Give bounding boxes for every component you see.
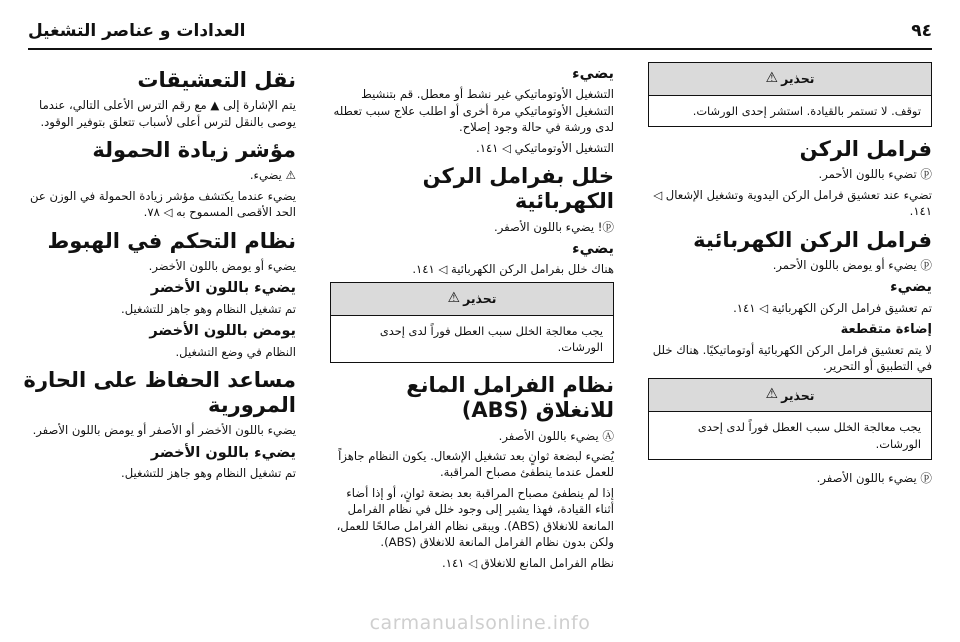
- warning-header: [649, 63, 931, 96]
- warning-title: تحذير: [781, 387, 815, 403]
- chapter-title: العدادات و عناصر التشغيل: [28, 21, 246, 41]
- text-brake-fault-color: ⓟ! يضيء باللون الأصفر.: [494, 219, 614, 234]
- text-electric-brake-flash: لا يتم تعشيق فرامل الركن الكهربائية أوتوماتيكيًا. هناك خلل في التطبيق أو التحرير.: [652, 342, 932, 373]
- subheading-green-flash: يومض باللون الأخضر: [149, 323, 296, 340]
- column-middle: [330, 60, 614, 602]
- text-auto-indicator: ⓟ يضيء باللون الأصفر.: [816, 470, 932, 485]
- subheading-green-on: يضيء باللون الأخضر: [150, 280, 296, 297]
- warning-header: [649, 379, 931, 412]
- page-body: [23, 60, 932, 602]
- warning-title: تحذير: [781, 71, 815, 87]
- text-abs-ref: نظام الفرامل المانع للانغلاق ◁ ١٤١.: [442, 555, 614, 570]
- watermark: carmanualsonline.info: [369, 612, 591, 634]
- text-abs-startup: يُضيء لبضعة ثوانٍ بعد تشغيل الإشعال. يكون النظام جاهزاً للعمل عندما ينطفئ مصباح المراقبة.: [338, 448, 614, 480]
- warning-text: يجب معالجة الخلل سبب العطل فوراً لدى إحدى الورشات.: [697, 420, 921, 451]
- subheading-illuminated: يضيء: [572, 66, 614, 82]
- heading-lane-assist: مساعد الحفاظ على الحارة المرورية: [23, 367, 296, 418]
- text-overload-desc: يضيء عندما يكتشف مؤشر زيادة الحمولة في الوزن عن الحد الأقصى المسموح به ◁ ٧٨.: [30, 188, 296, 220]
- subheading-illuminated: يضيء: [572, 241, 614, 258]
- warning-triangle-icon: ⚠: [765, 70, 779, 86]
- text-abs-fault: إذا لم ينطفئ مصباح المراقبة بعد بضعة ثوانٍ، أو إذا أضاء أثناء القيادة، فهذا يشير إلى وجود خلل في نظام الفرامل المانعة للانغلاق (ABS). ويبقى نظام الفرامل صالحًا للعمل، ولكن بدون نظام الفرامل المانعة للانغلاق (ABS).: [336, 485, 614, 550]
- text-overload-on: ⚠ يضيء.: [249, 168, 296, 183]
- text-parking-brake-desc: تضيء عند تعشيق فرامل الركن اليدوية وتشغيل الإشعال ◁ ١٤١.: [653, 187, 932, 219]
- text-green-on: تم تشغيل النظام وهو جاهز للتشغيل.: [121, 301, 296, 316]
- warning-text: توقف. لا تستمر بالقيادة. استشر إحدى الورشات.: [692, 103, 921, 118]
- text-electric-brake-color: ⓟ يضيء أو يومض باللون الأحمر.: [772, 257, 932, 272]
- heading-brake-fault: خلل بفرامل الركن الكهربائية: [422, 164, 614, 214]
- page-header: [28, 14, 932, 50]
- column-right: [648, 60, 932, 602]
- text-auto-ref: التشغيل الأوتوماتيكي ◁ ١٤١.: [476, 140, 614, 155]
- warning-box: [648, 378, 932, 459]
- text-brake-fault-on: هناك خلل بفرامل الركن الكهربائية ◁ ١٤١.: [412, 262, 614, 277]
- warning-triangle-icon: ⚠: [447, 289, 461, 306]
- heading-abs: نظام الفرامل المانع للانغلاق (ABS): [406, 373, 614, 423]
- subheading-flashing: إضاءة متقطعة: [840, 322, 932, 338]
- text-gear-shift: يتم الإشارة إلى ▲ مع رقم الترس الأعلى التالي، عندما يوصى بالنقل لترس أعلى لأسباب تتعلق بتوفير الوقود.: [39, 98, 296, 129]
- heading-parking-brake: فرامل الركن: [799, 137, 932, 162]
- warning-box: [648, 62, 932, 127]
- heading-gear-shift: نقل التعشيقات: [137, 68, 296, 92]
- text-abs-color: Ⓐ يضيء باللون الأصفر.: [498, 428, 614, 443]
- text-auto-off: التشغيل الأوتوماتيكي غير نشط أو معطل. قم بتنشيط التشغيل الأوتوماتيكي مرة أخرى أو اطلب علاج سبب تعطله لدى ورشة في حالة وجود إصلاح.: [333, 87, 614, 135]
- text-lane-assist: يضيء باللون الأخضر أو الأصفر أو يومض باللون الأصفر.: [32, 423, 296, 438]
- text-green-flash: النظام في وضع التشغيل.: [175, 344, 296, 359]
- warning-triangle-icon: ⚠: [765, 386, 779, 403]
- text-descent-control: يضيء أو يومض باللون الأخضر.: [148, 258, 296, 273]
- subheading-lane-green-on: يضيء باللون الأخضر: [150, 444, 296, 461]
- warning-text: يجب معالجة الخلل سبب العطل فوراً لدى إحدى الورشات.: [379, 323, 603, 354]
- text-lane-green-on: تم تشغيل النظام وهو جاهز للتشغيل.: [121, 466, 296, 481]
- warning-box: [330, 282, 614, 363]
- heading-overload: مؤشر زيادة الحمولة: [92, 138, 296, 163]
- warning-header: [331, 283, 613, 316]
- heading-descent-control: نظام التحكم في الهبوط: [47, 228, 296, 253]
- warning-title: تحذير: [463, 290, 497, 306]
- subheading-illuminated: يضيء: [890, 279, 932, 296]
- text-parking-brake-color: ⓟ تضيء باللون الأحمر.: [818, 167, 932, 182]
- page-number: ٩٤: [911, 21, 932, 41]
- column-left: [12, 60, 296, 602]
- text-electric-brake-on: تم تعشيق فرامل الركن الكهربائية ◁ ١٤١.: [733, 300, 932, 315]
- heading-electric-parking-brake: فرامل الركن الكهربائية: [693, 227, 932, 252]
